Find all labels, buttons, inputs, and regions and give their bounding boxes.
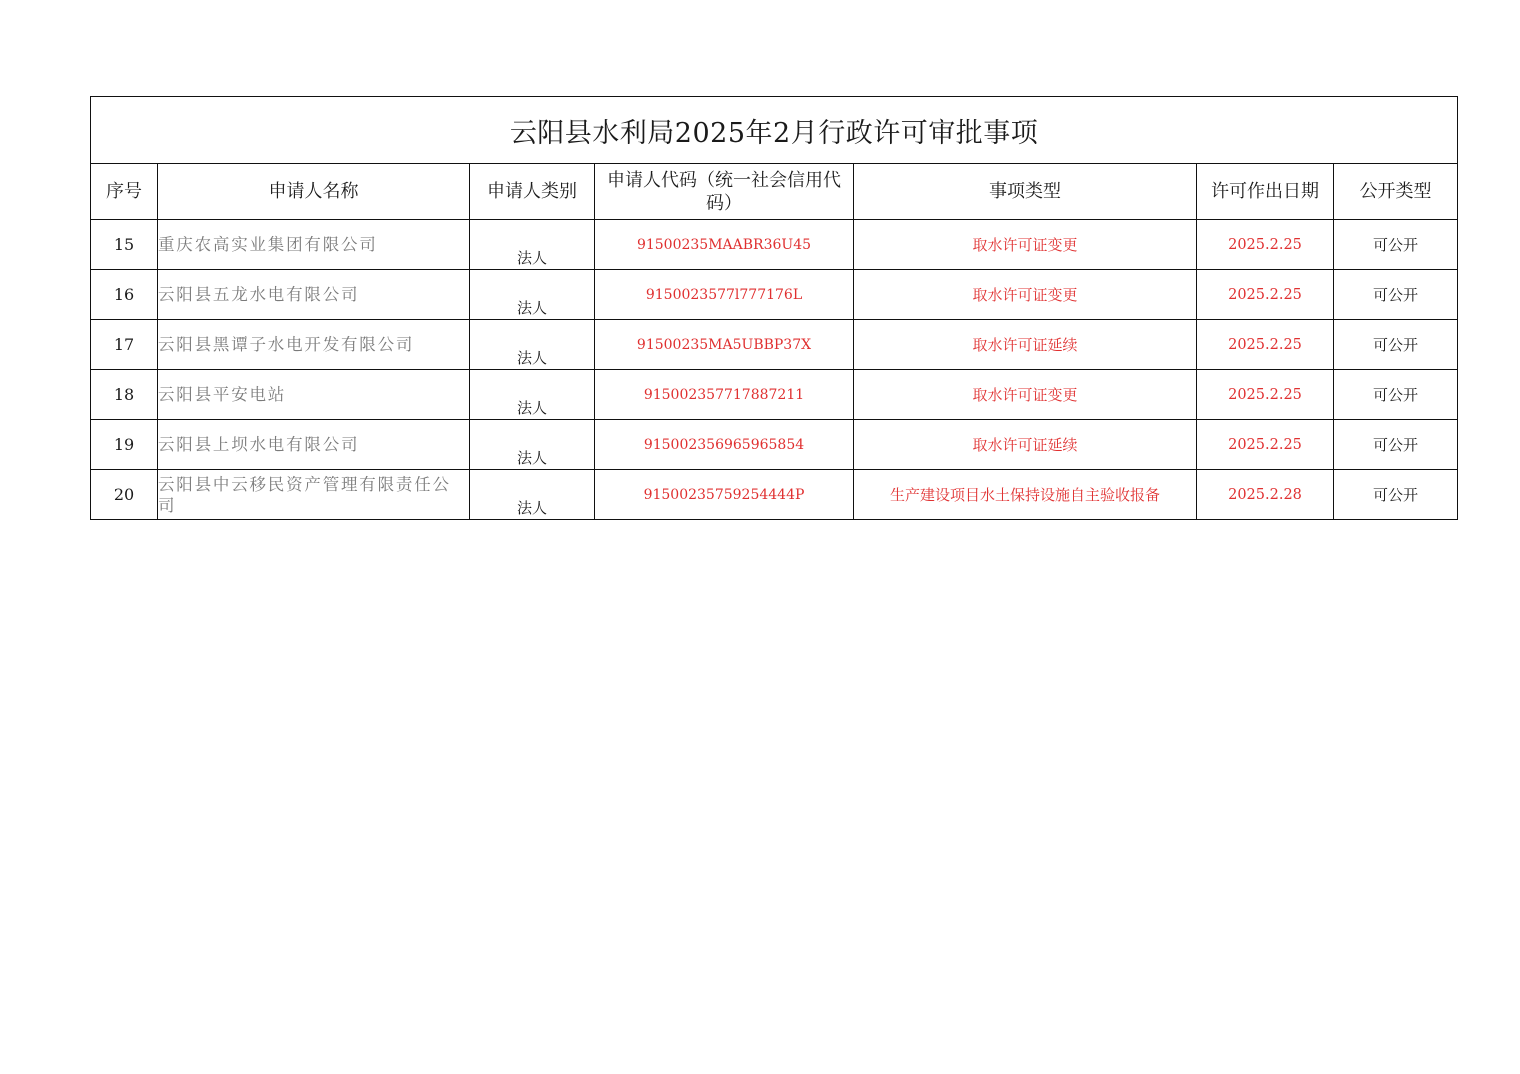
applicant-category-cell — [470, 470, 595, 520]
applicant-category-text: 法人 — [516, 399, 547, 417]
header-applicant-code: 申请人代码（统一社会信用代码） — [595, 164, 854, 220]
item-type-cell: 生产建设项目水土保持设施自主验收报备 — [854, 470, 1197, 520]
seq-cell: 18 — [91, 370, 158, 420]
applicant-name-cell: 云阳县平安电站 — [158, 370, 470, 420]
page-title: 云阳县水利局2025年2月行政许可审批事项 — [91, 97, 1458, 164]
table-row — [91, 270, 1458, 320]
applicant-code-cell: 915002356965965854 — [595, 420, 854, 470]
applicant-category-cell — [470, 270, 595, 320]
decision-date-cell: 2025.2.25 — [1197, 220, 1334, 270]
item-type-cell: 取水许可证延续 — [854, 320, 1197, 370]
seq-cell: 16 — [91, 270, 158, 320]
item-type-cell: 取水许可证延续 — [854, 420, 1197, 470]
table-row — [91, 220, 1458, 270]
applicant-name-cell: 云阳县五龙水电有限公司 — [158, 270, 470, 320]
header-item-type: 事项类型 — [854, 164, 1197, 220]
table-row — [91, 370, 1458, 420]
applicant-code-cell: 915002357717887211 — [595, 370, 854, 420]
applicant-category-cell — [470, 420, 595, 470]
table-row — [91, 470, 1458, 520]
applicant-name-cell: 重庆农高实业集团有限公司 — [158, 220, 470, 270]
table-row — [91, 420, 1458, 470]
public-type-cell: 可公开 — [1334, 470, 1458, 520]
seq-cell: 19 — [91, 420, 158, 470]
decision-date-cell: 2025.2.25 — [1197, 320, 1334, 370]
header-row — [91, 164, 1458, 220]
applicant-category-text: 法人 — [516, 249, 547, 267]
applicant-code-cell: 91500235759254444P — [595, 470, 854, 520]
header-public-type: 公开类型 — [1334, 164, 1458, 220]
table-row — [91, 320, 1458, 370]
public-type-cell: 可公开 — [1334, 270, 1458, 320]
seq-cell: 17 — [91, 320, 158, 370]
public-type-cell: 可公开 — [1334, 420, 1458, 470]
seq-cell: 15 — [91, 220, 158, 270]
decision-date-cell: 2025.2.28 — [1197, 470, 1334, 520]
applicant-name-cell: 云阳县黑谭子水电开发有限公司 — [158, 320, 470, 370]
applicant-category-cell — [470, 220, 595, 270]
applicant-name-cell: 云阳县中云移民资产管理有限责任公司 — [158, 470, 470, 520]
approval-table — [90, 96, 1458, 520]
applicant-code-cell: 9150023577l777176L — [595, 270, 854, 320]
applicant-category-text: 法人 — [516, 299, 547, 317]
public-type-cell: 可公开 — [1334, 370, 1458, 420]
applicant-category-cell — [470, 370, 595, 420]
decision-date-cell: 2025.2.25 — [1197, 420, 1334, 470]
item-type-cell: 取水许可证变更 — [854, 220, 1197, 270]
applicant-category-text: 法人 — [516, 349, 547, 367]
decision-date-cell: 2025.2.25 — [1197, 370, 1334, 420]
seq-cell: 20 — [91, 470, 158, 520]
header-applicant-category: 申请人类别 — [470, 164, 595, 220]
applicant-code-cell: 91500235MAABR36U45 — [595, 220, 854, 270]
applicant-category-cell — [470, 320, 595, 370]
header-decision-date: 许可作出日期 — [1197, 164, 1334, 220]
applicant-category-text: 法人 — [516, 449, 547, 467]
item-type-cell: 取水许可证变更 — [854, 370, 1197, 420]
applicant-name-cell: 云阳县上坝水电有限公司 — [158, 420, 470, 470]
public-type-cell: 可公开 — [1334, 320, 1458, 370]
item-type-cell: 取水许可证变更 — [854, 270, 1197, 320]
decision-date-cell: 2025.2.25 — [1197, 270, 1334, 320]
header-applicant-name: 申请人名称 — [158, 164, 470, 220]
public-type-cell: 可公开 — [1334, 220, 1458, 270]
header-seq: 序号 — [91, 164, 158, 220]
applicant-category-text: 法人 — [516, 499, 547, 517]
applicant-code-cell: 91500235MA5UBBP37X — [595, 320, 854, 370]
